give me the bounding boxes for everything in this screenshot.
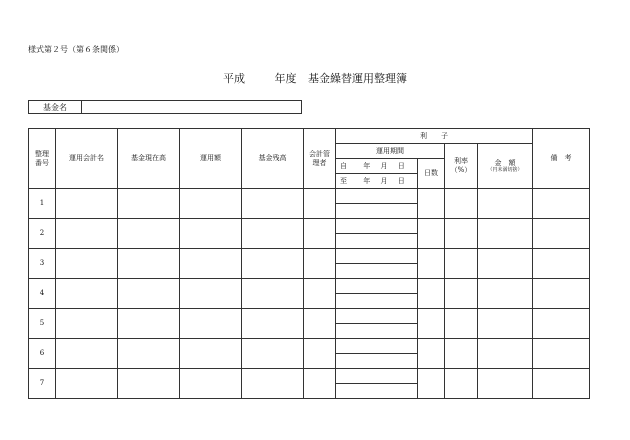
header-interest: 利 子 — [336, 129, 533, 144]
cell-days[interactable] — [418, 279, 445, 309]
cell-remaining[interactable] — [242, 369, 304, 399]
cell-period-from[interactable] — [336, 249, 418, 264]
row-number: 7 — [29, 369, 56, 399]
header-manager — [304, 129, 336, 189]
header-days: 日数 — [418, 159, 445, 189]
cell-manager[interactable] — [304, 369, 336, 399]
cell-amount[interactable] — [180, 249, 242, 279]
cell-remarks[interactable] — [533, 279, 590, 309]
cell-remarks[interactable] — [533, 219, 590, 249]
cell-days[interactable] — [418, 249, 445, 279]
to-month: 月 — [380, 176, 388, 185]
cell-account[interactable] — [56, 249, 118, 279]
cell-period-to[interactable] — [336, 294, 418, 309]
header-sum-unit: （円未満切捨） — [487, 167, 523, 174]
cell-remarks[interactable] — [533, 369, 590, 399]
to-prefix: 至 — [340, 176, 347, 185]
header-number-line2: 番号 — [35, 158, 49, 167]
row-number: 3 — [29, 249, 56, 279]
cell-remarks[interactable] — [533, 249, 590, 279]
header-rate-line2: （%） — [450, 166, 472, 174]
cell-manager[interactable] — [304, 339, 336, 369]
cell-period-to[interactable] — [336, 324, 418, 339]
to-year: 年 — [363, 176, 371, 185]
cell-period-from[interactable] — [336, 189, 418, 204]
cell-amount[interactable] — [180, 309, 242, 339]
cell-sum[interactable] — [478, 309, 533, 339]
title-era: 平成 — [223, 72, 245, 85]
header-number — [29, 129, 56, 189]
header-remarks: 備 考 — [533, 129, 590, 189]
row-number: 1 — [29, 189, 56, 219]
cell-remaining[interactable] — [242, 279, 304, 309]
header-period-to — [336, 174, 418, 189]
cell-days[interactable] — [418, 219, 445, 249]
header-sum — [478, 144, 533, 189]
from-prefix: 自 — [340, 161, 347, 170]
cell-period-from[interactable] — [336, 219, 418, 234]
cell-remaining[interactable] — [242, 339, 304, 369]
row-number: 5 — [29, 309, 56, 339]
cell-account[interactable] — [56, 369, 118, 399]
cell-current-balance[interactable] — [118, 339, 180, 369]
cell-period-to[interactable] — [336, 264, 418, 279]
cell-current-balance[interactable] — [118, 249, 180, 279]
header-manager-line2: 理者 — [312, 158, 327, 167]
cell-rate[interactable] — [445, 279, 478, 309]
cell-amount[interactable] — [180, 279, 242, 309]
title-year: 年度 — [274, 72, 297, 85]
header-rate-line1: 利率 — [454, 157, 468, 166]
row-number: 6 — [29, 339, 56, 369]
header-sum-label: 金 額 — [494, 158, 516, 167]
ledger-table — [28, 128, 590, 399]
header-remaining: 基金残高 — [242, 129, 304, 189]
cell-period-to[interactable] — [336, 204, 418, 219]
header-rate — [445, 144, 478, 189]
cell-rate[interactable] — [445, 249, 478, 279]
cell-days[interactable] — [418, 189, 445, 219]
to-day: 日 — [397, 176, 405, 185]
cell-remarks[interactable] — [533, 189, 590, 219]
cell-account[interactable] — [56, 339, 118, 369]
from-year: 年 — [363, 161, 371, 170]
cell-remaining[interactable] — [242, 309, 304, 339]
form-number-note: 様式第２号（第６条関係） — [28, 45, 124, 54]
cell-manager[interactable] — [304, 189, 336, 219]
cell-rate[interactable] — [445, 219, 478, 249]
cell-amount[interactable] — [180, 339, 242, 369]
header-current-balance: 基金現在高 — [118, 129, 180, 189]
cell-remaining[interactable] — [242, 219, 304, 249]
cell-manager[interactable] — [304, 219, 336, 249]
cell-sum[interactable] — [478, 189, 533, 219]
header-period: 運用期間 — [336, 144, 445, 159]
header-period-from — [336, 159, 418, 174]
cell-account[interactable] — [56, 309, 118, 339]
row-number: 2 — [29, 219, 56, 249]
cell-account[interactable] — [56, 189, 118, 219]
cell-period-from[interactable] — [336, 309, 418, 324]
cell-amount[interactable] — [180, 219, 242, 249]
fund-name-field[interactable] — [82, 101, 301, 113]
header-amount: 運用額 — [180, 129, 242, 189]
header-manager-line1: 会計管 — [309, 149, 330, 158]
header-account: 運用会計名 — [56, 129, 118, 189]
cell-sum[interactable] — [478, 219, 533, 249]
cell-rate[interactable] — [445, 339, 478, 369]
cell-rate[interactable] — [445, 189, 478, 219]
fund-name-box — [28, 100, 302, 114]
cell-sum[interactable] — [478, 339, 533, 369]
cell-period-from[interactable] — [336, 339, 418, 354]
cell-days[interactable] — [418, 339, 445, 369]
from-day: 日 — [397, 161, 405, 170]
cell-period-to[interactable] — [336, 384, 418, 399]
cell-remarks[interactable] — [533, 309, 590, 339]
cell-sum[interactable] — [478, 279, 533, 309]
header-number-line1: 整理 — [35, 149, 49, 158]
cell-amount[interactable] — [180, 189, 242, 219]
cell-manager[interactable] — [304, 279, 336, 309]
cell-account[interactable] — [56, 219, 118, 249]
cell-account[interactable] — [56, 279, 118, 309]
row-number: 4 — [29, 279, 56, 309]
cell-current-balance[interactable] — [118, 219, 180, 249]
cell-remarks[interactable] — [533, 339, 590, 369]
from-month: 月 — [380, 161, 388, 170]
cell-sum[interactable] — [478, 369, 533, 399]
cell-remaining[interactable] — [242, 249, 304, 279]
cell-rate[interactable] — [445, 369, 478, 399]
cell-amount[interactable] — [180, 369, 242, 399]
page-title — [0, 70, 630, 86]
cell-remaining[interactable] — [242, 189, 304, 219]
fund-name-label: 基金名 — [29, 101, 82, 113]
cell-period-from[interactable] — [336, 279, 418, 294]
cell-rate[interactable] — [445, 309, 478, 339]
cell-period-to[interactable] — [336, 354, 418, 369]
cell-period-from[interactable] — [336, 369, 418, 384]
cell-current-balance[interactable] — [118, 369, 180, 399]
cell-days[interactable] — [418, 309, 445, 339]
cell-current-balance[interactable] — [118, 189, 180, 219]
cell-manager[interactable] — [304, 249, 336, 279]
cell-period-to[interactable] — [336, 234, 418, 249]
cell-sum[interactable] — [478, 249, 533, 279]
cell-current-balance[interactable] — [118, 309, 180, 339]
title-main: 基金繰替運用整理簿 — [308, 72, 407, 85]
cell-manager[interactable] — [304, 309, 336, 339]
cell-current-balance[interactable] — [118, 279, 180, 309]
cell-days[interactable] — [418, 369, 445, 399]
